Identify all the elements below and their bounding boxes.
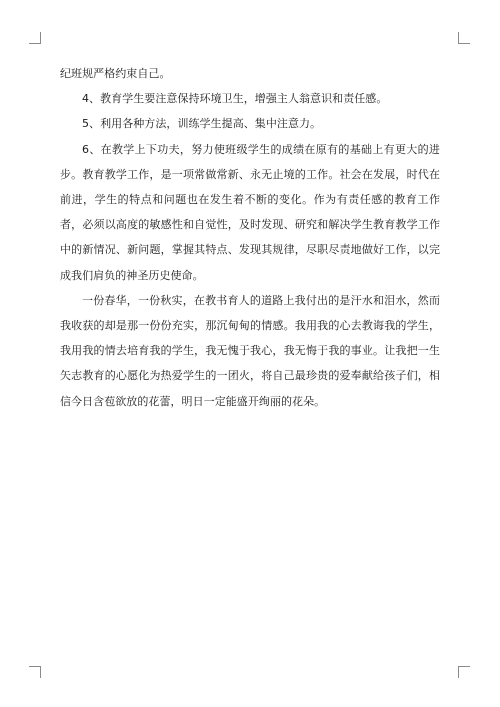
document-body [60, 61, 440, 414]
crop-mark-bottom-right [458, 666, 470, 678]
crop-mark-top-left [29, 32, 41, 44]
paragraph-closing: 一份春华，一份秋实，在教书育人的道路上我付出的是汗水和泪水，然而我收获的却是那一份份充实，那沉甸甸的情感。我用我的心去教诲我的学生，我用我的情去培育我的学生，我无愧于我心，我无悔于我的事业。让我把一生矢志教育的心愿化为热爱学生的一团火，将自己最珍贵的爱奉献给孩子们，相信今日含苞欲放的花蕾，明日一定能盛开绚丽的花朵。 [60, 293, 440, 408]
crop-mark-bottom-left [29, 666, 41, 678]
paragraph-continuation: 纪班规严格约束自己。 [60, 67, 171, 80]
paragraph-item-4: 4、教育学生要注意保持环境卫生，增强主人翁意识和责任感。 [82, 92, 388, 106]
paragraph-item-6: 6、在教学上下功夫，努力使班级学生的成绩在原有的基础上有更大的进步。教育教学工作，是一项常做常新、永无止境的工作。社会在发展，时代在前进，学生的特点和问题也在发生着不断的变化。作为有责任感的教育工作者，必须以高度的敏感性和自觉性，及时发现、研究和解决学生教育教学工作中的新情况、新问题，掌握其特点、发现其规律，尽职尽责地做好工作，以完成我们肩负的神圣历史使命。 [60, 142, 440, 282]
crop-mark-top-right [458, 32, 470, 44]
paragraph-item-5: 5、利用各种方法，训练学生提高、集中注意力。 [82, 117, 322, 131]
